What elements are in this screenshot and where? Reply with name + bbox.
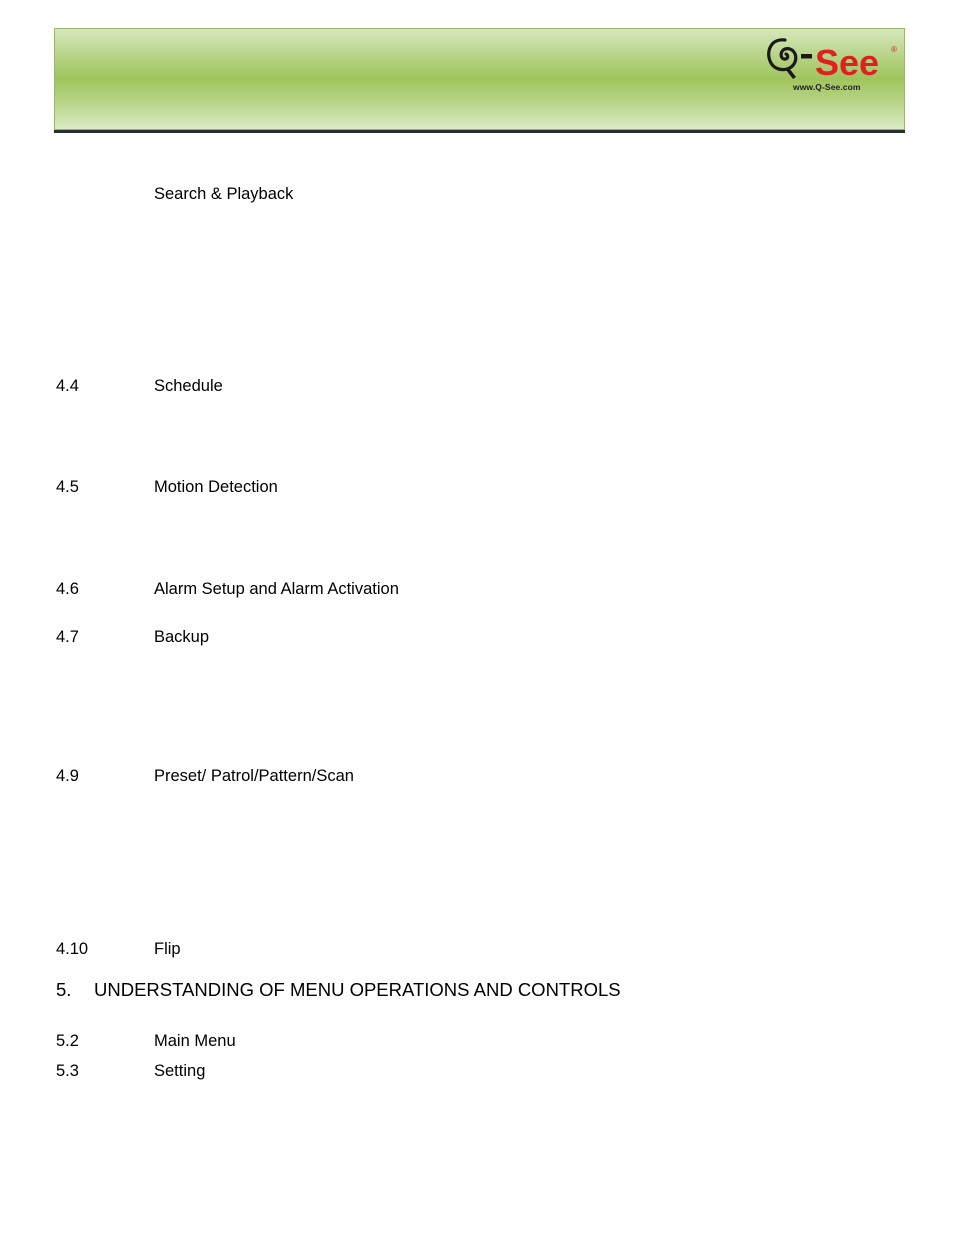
logo-letters: See bbox=[815, 42, 880, 83]
toc-entry-title: Search & Playback bbox=[154, 185, 294, 203]
toc-entry-title: Alarm Setup and Alarm Activation bbox=[154, 580, 399, 598]
toc-entry-title: Preset/ Patrol/Pattern/Scan bbox=[154, 767, 354, 785]
toc-entry-title: Motion Detection bbox=[154, 478, 278, 496]
logo-url: www.Q-See.com bbox=[793, 82, 861, 92]
toc-entry-title: Flip bbox=[154, 940, 181, 958]
toc-entry-number: 4.7 bbox=[56, 628, 79, 646]
q-see-logo bbox=[763, 30, 903, 94]
registered-mark: ® bbox=[891, 45, 897, 54]
toc-entry-number: 4.5 bbox=[56, 478, 79, 496]
swirl-q-logo-icon bbox=[763, 30, 903, 86]
toc-entry-number: 5.3 bbox=[56, 1062, 79, 1080]
toc-entry-number: 4.6 bbox=[56, 580, 79, 598]
toc-entry-number: 4.4 bbox=[56, 377, 79, 395]
chapter-number: 5. bbox=[56, 979, 72, 1000]
toc-entry-number: 4.9 bbox=[56, 767, 79, 785]
chapter-title: UNDERSTANDING OF MENU OPERATIONS AND CONTROLS bbox=[94, 979, 621, 1000]
toc-entry-number: 5.2 bbox=[56, 1032, 79, 1050]
toc-entry-title: Schedule bbox=[154, 377, 223, 395]
toc-entry-title: Backup bbox=[154, 628, 210, 646]
toc-entry-title: Setting bbox=[154, 1062, 206, 1080]
toc-entry-number: 4.10 bbox=[56, 940, 89, 958]
toc-entry-title: Main Menu bbox=[154, 1032, 236, 1050]
